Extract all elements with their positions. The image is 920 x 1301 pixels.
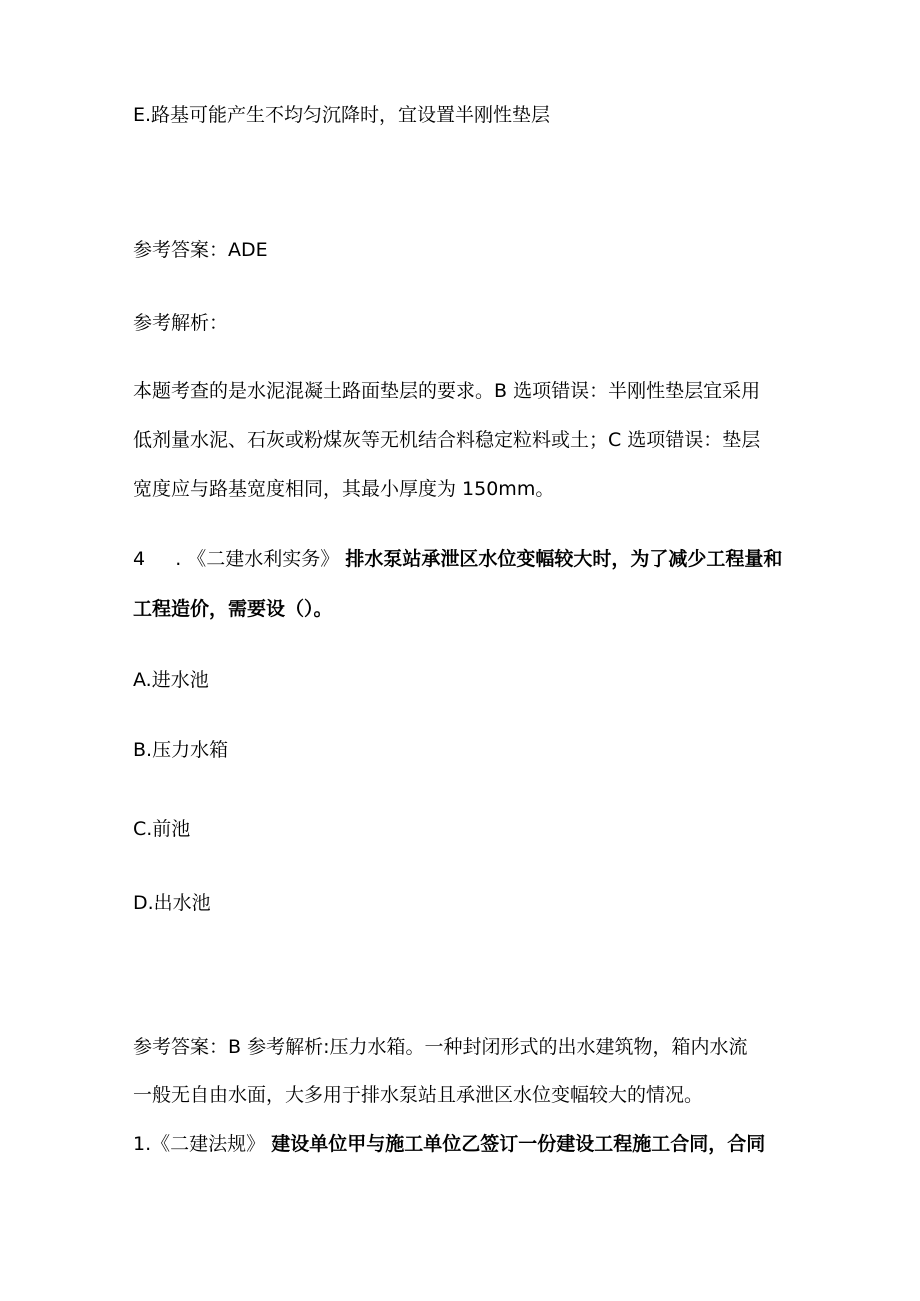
analysis-line-1: 本题考查的是水泥混凝土路面垫层的要求。B 选项错误：半刚性垫层宜采用	[133, 380, 761, 402]
question-1-prefix: 1.《二建法规》	[133, 1133, 266, 1155]
option-b: B.压力水箱	[133, 739, 229, 761]
answer-q3: 参考答案：ADE	[133, 239, 268, 261]
option-c: C.前池	[133, 818, 191, 840]
question-subject: 《二建水利实务》	[187, 548, 340, 570]
analysis-label: 参考解析：	[133, 312, 229, 334]
question-number: 4	[133, 548, 146, 570]
analysis-line-3: 宽度应与路基宽度相同，其最小厚度为 150mm。	[133, 478, 555, 500]
question-stem-1: 排水泵站承泄区水位变幅较大时，为了减少工程量和	[345, 548, 783, 570]
question-1-stem: 建设单位甲与施工单位乙签订一份建设工程施工合同，合同	[271, 1133, 766, 1155]
question-stem-2: 工程造价，需要设（）。	[133, 598, 333, 620]
question-1-line-1	[133, 1131, 765, 1157]
question-dot: .	[175, 548, 182, 570]
option-d: D.出水池	[133, 892, 211, 914]
option-a: A.进水池	[133, 669, 209, 691]
answer-q4-line-1: 参考答案：B 参考解析:压力水箱。一种封闭形式的出水建筑物，箱内水流	[133, 1036, 748, 1058]
question-4-line-1	[133, 546, 782, 572]
analysis-line-2: 低剂量水泥、石灰或粉煤灰等无机结合料稳定粒料或土；C 选项错误：垫层	[133, 429, 761, 451]
option-e: E.路基可能产生不均匀沉降时，宜设置半刚性垫层	[133, 104, 551, 126]
answer-q4-line-2: 一般无自由水面，大多用于排水泵站且承泄区水位变幅较大的情况。	[133, 1084, 704, 1106]
